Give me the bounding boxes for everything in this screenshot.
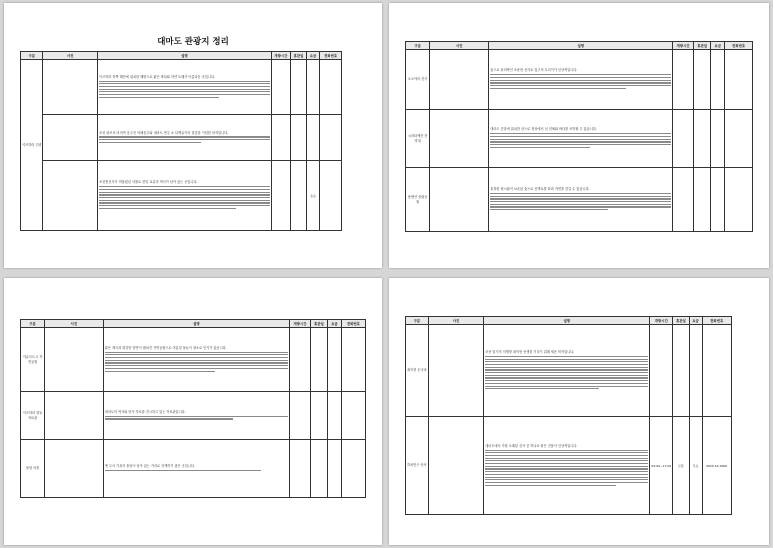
place-name-cell: 최익현 순국비 <box>406 325 429 417</box>
document-page-1 <box>4 3 382 268</box>
header-category: 구분 <box>406 317 429 325</box>
description-text: 울창한 원시림이 보존된 숲으로 산책로를 따라 자연을 즐길 수 있습니다. <box>490 187 590 192</box>
table-row <box>406 417 732 515</box>
description-text: 조선 말기의 의병장 최익현 선생을 기리기 위해 세운 비석입니다. <box>485 350 575 355</box>
header-contact: 전화번호 <box>702 317 731 325</box>
document-page-2 <box>389 3 769 268</box>
description-cell <box>484 417 650 515</box>
header-category: 구분 <box>21 320 45 328</box>
closed-cell <box>291 60 307 115</box>
hours-cell <box>271 115 290 161</box>
fee-cell <box>328 328 342 392</box>
description-cell <box>103 328 289 392</box>
fee-cell <box>711 110 725 168</box>
header-fee: 요금 <box>689 317 702 325</box>
table-row <box>21 328 366 392</box>
photo-cell <box>428 417 483 515</box>
place-name-cell: 돌담 마을 <box>21 440 45 498</box>
photo-cell <box>43 115 98 161</box>
header-description: 설명 <box>103 320 289 328</box>
contact-cell <box>341 440 365 498</box>
contact-cell <box>319 161 342 231</box>
header-description: 설명 <box>489 42 673 50</box>
header-closed: 휴관일 <box>673 317 689 325</box>
closed-cell <box>291 161 307 231</box>
photo-cell <box>43 161 98 231</box>
description-cell <box>98 60 272 115</box>
attractions-table <box>405 41 753 232</box>
closed-cell: 무휴 <box>673 417 689 515</box>
description-text: 맑은 계곡과 화강암 암반이 펼쳐진 자연공원으로 여름철 물놀이 장소로 인기가 있습니다. <box>104 345 227 350</box>
fee-cell <box>328 440 342 498</box>
header-contact: 전화번호 <box>725 42 753 50</box>
description-text: 대마도에서 가장 오래된 신사 중 하나로 붉은 건물이 인상적입니다. <box>485 443 578 448</box>
table-row <box>21 440 366 498</box>
table-row <box>21 392 366 440</box>
header-fee: 요금 <box>307 52 320 60</box>
description-text: 조선통신사가 머물렀던 사찰로 한일 교류의 역사가 남아 있는 곳입니다. <box>99 180 198 185</box>
table-header-row <box>21 52 342 60</box>
header-photo: 사진 <box>45 320 104 328</box>
table-header-row <box>21 320 366 328</box>
table-row <box>406 325 732 417</box>
header-photo: 사진 <box>430 42 489 50</box>
contact-cell <box>725 110 753 168</box>
place-name-cell: 이즈하라 향토자료관 <box>21 392 45 440</box>
header-contact: 전화번호 <box>319 52 342 60</box>
header-description: 설명 <box>484 317 650 325</box>
closed-cell <box>673 325 689 417</box>
description-text: 조선 왕조의 마지막 옹주인 덕혜옹주와 대마도 번주 소 다케유키의 결혼을 기념한 비석입니다. <box>99 130 229 135</box>
closed-cell <box>694 168 711 232</box>
place-name-cell: 아유모도시 자연공원 <box>21 328 45 392</box>
description-text: 숲으로 둘러싸인 조용한 신사로 입구의 도리이가 인상적입니다. <box>490 68 578 73</box>
description-cell <box>489 110 673 168</box>
hours-cell <box>271 60 290 115</box>
header-hours: 개방시간 <box>673 42 694 50</box>
header-category: 구분 <box>406 42 430 50</box>
description-text: 대마도의 역사와 민속 자료를 전시하고 있는 자료관입니다. <box>104 409 186 414</box>
photo-cell <box>43 60 98 115</box>
document-page-4 <box>389 278 769 545</box>
header-hours: 개방시간 <box>271 52 290 60</box>
photo-cell <box>430 168 489 232</box>
fee-cell: 무료 <box>689 417 702 515</box>
description-cell <box>484 325 650 417</box>
photo-cell <box>430 50 489 110</box>
description-text: 옛 무사 가옥의 돌담이 남아 있는 거리로 산책하기 좋은 곳입니다. <box>104 464 195 469</box>
category-cell: 이즈하라 주변 <box>21 60 43 231</box>
table-row <box>406 110 753 168</box>
description-cell <box>103 392 289 440</box>
description-cell <box>98 115 272 161</box>
place-name-cell: 용량산 삼림공원 <box>406 168 430 232</box>
description-cell <box>489 50 673 110</box>
contact-cell <box>341 392 365 440</box>
hours-cell <box>673 50 694 110</box>
attractions-table <box>405 316 732 515</box>
table-row <box>406 50 753 110</box>
attractions-table <box>20 319 366 498</box>
header-closed: 휴관일 <box>310 320 327 328</box>
photo-cell <box>428 325 483 417</box>
header-category: 구분 <box>21 52 43 60</box>
contact-cell <box>341 328 365 392</box>
header-photo: 사진 <box>43 52 98 60</box>
table-row <box>21 115 342 161</box>
place-name-cell: 시라타케산 전망대 <box>406 110 430 168</box>
header-hours: 개방시간 <box>290 320 311 328</box>
hours-cell <box>271 161 290 231</box>
contact-cell <box>725 168 753 232</box>
fee-cell <box>711 168 725 232</box>
closed-cell <box>694 110 711 168</box>
photo-cell <box>45 328 104 392</box>
hours-cell <box>650 325 673 417</box>
fee-cell <box>307 115 320 161</box>
description-cell <box>98 161 272 231</box>
fee-cell <box>328 392 342 440</box>
table-row <box>21 161 342 231</box>
header-closed: 휴관일 <box>291 52 307 60</box>
closed-cell <box>310 328 327 392</box>
attractions-table <box>20 51 342 231</box>
fee-cell <box>307 60 320 115</box>
photo-cell <box>430 110 489 168</box>
header-photo: 사진 <box>428 317 483 325</box>
hours-cell: 09:00~17:00 <box>650 417 673 515</box>
hours-cell <box>673 168 694 232</box>
contact-cell <box>319 115 342 161</box>
document-page-3 <box>4 278 382 545</box>
fee-cell: 유료 <box>307 161 320 231</box>
header-fee: 요금 <box>711 42 725 50</box>
place-name-cell: 하치만구 신사 <box>406 417 429 515</box>
contact-cell <box>725 50 753 110</box>
hours-cell <box>290 392 311 440</box>
header-description: 설명 <box>98 52 272 60</box>
contact-cell <box>319 60 342 115</box>
place-name-cell: 오오야마 신사 <box>406 50 430 110</box>
contact-cell <box>702 325 731 417</box>
header-fee: 요금 <box>328 320 342 328</box>
header-closed: 휴관일 <box>694 42 711 50</box>
fee-cell <box>689 325 702 417</box>
closed-cell <box>310 440 327 498</box>
description-text: 이즈하라 북쪽 해안에 위치한 해변으로 맑은 바다와 하얀 모래가 아름다운 곳입니다. <box>99 74 215 79</box>
hours-cell <box>290 440 311 498</box>
table-header-row <box>406 42 753 50</box>
table-header-row <box>406 317 732 325</box>
table-row <box>406 168 753 232</box>
header-contact: 전화번호 <box>341 320 365 328</box>
header-hours: 개방시간 <box>650 317 673 325</box>
closed-cell <box>291 115 307 161</box>
page-title: 대마도 관광지 정리 <box>157 37 229 47</box>
fee-cell <box>711 50 725 110</box>
table-row <box>21 60 342 115</box>
description-cell <box>489 168 673 232</box>
photo-cell <box>45 440 104 498</box>
closed-cell <box>310 392 327 440</box>
hours-cell <box>673 110 694 168</box>
description-cell <box>103 440 289 498</box>
hours-cell <box>290 328 311 392</box>
description-text: 대마도 중앙에 위치한 산으로 정상에서 섬 전체와 바다를 조망할 수 있습니다. <box>490 127 597 132</box>
closed-cell <box>694 50 711 110</box>
photo-cell <box>45 392 104 440</box>
contact-cell: 0920-52-0000 <box>702 417 731 515</box>
